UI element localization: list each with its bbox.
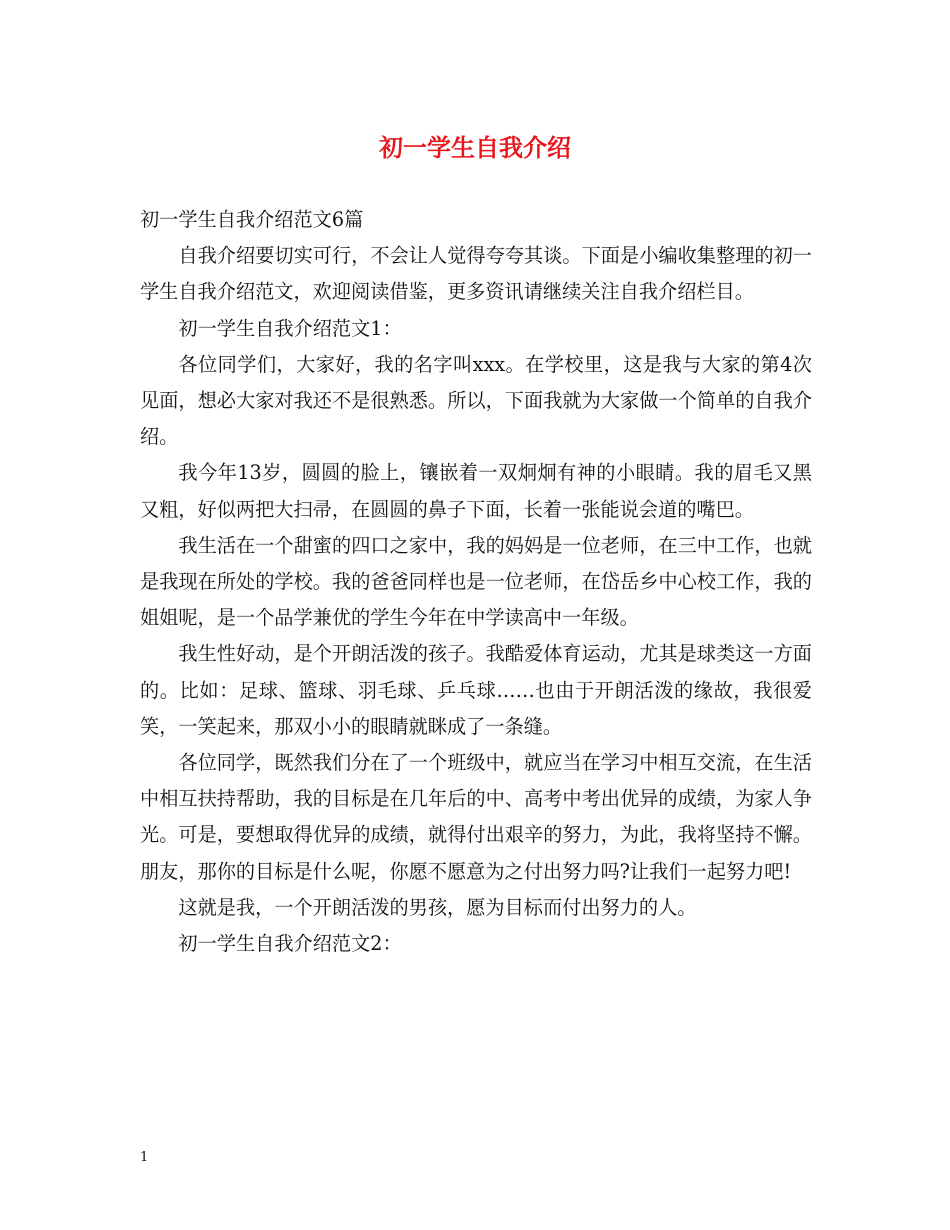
- document-subtitle: 初一学生自我介绍范文6篇: [140, 208, 364, 231]
- paragraph-heading-sample-2: 初一学生自我介绍范文2：: [178, 932, 402, 956]
- paragraph-closing: 这就是我，一个开朗活泼的男孩，愿为目标而付出努力的人。: [178, 895, 697, 919]
- paragraph-family: 我生活在一个甜蜜的四口之家中，我的妈妈是一位老师，在三中工作，也就是我现在所处的学校。我的爸爸同样也是一位老师，在岱岳乡中心校工作，我的姐姐呢，是一个品学兼优的学生今年在中学读高中一年级。: [140, 533, 812, 630]
- document-title: 初一学生自我介绍: [379, 133, 571, 162]
- paragraph-hobbies: 我生性好动，是个开朗活泼的孩子。我酷爱体育运动，尤其是球类这一方面的。比如：足球、篮球、羽毛球、乒乓球……也由于开朗活泼的缘故，我很爱笑，一笑起来，那双小小的眼睛就眯成了一条缝。: [140, 642, 812, 738]
- document-body: [140, 202, 812, 962]
- paragraph-appearance: 我今年13岁，圆圆的脸上，镶嵌着一双炯炯有神的小眼睛。我的眉毛又黑又粗，好似两把大扫帚，在圆圆的鼻子下面，长着一张能说会道的嘴巴。: [140, 461, 812, 521]
- paragraph-greeting: 各位同学们，大家好，我的名字叫xxx。在学校里，这是我与大家的第4次见面，想必大家对我还不是很熟悉。所以，下面我就为大家做一个简单的自我介绍。: [140, 352, 812, 449]
- paragraph-heading-sample-1: 初一学生自我介绍范文1：: [178, 316, 402, 340]
- paragraph-intro: 自我介绍要切实可行，不会让人觉得夸夸其谈。下面是小编收集整理的初一学生自我介绍范文，欢迎阅读借鉴，更多资讯请继续关注自我介绍栏目。: [140, 244, 812, 304]
- page-number: 1: [140, 1150, 149, 1165]
- paragraph-goals: 各位同学，既然我们分在了一个班级中，就应当在学习中相互交流，在生活中相互扶持帮助，我的目标是在几年后的中、高考中考出优异的成绩，为家人争光。可是，要想取得优异的成绩，就得付出艰辛的努力，为此，我将坚持不懈。朋友，那你的目标是什么呢，你愿不愿意为之付出努力吗?让我们一起努力吧!: [140, 751, 812, 883]
